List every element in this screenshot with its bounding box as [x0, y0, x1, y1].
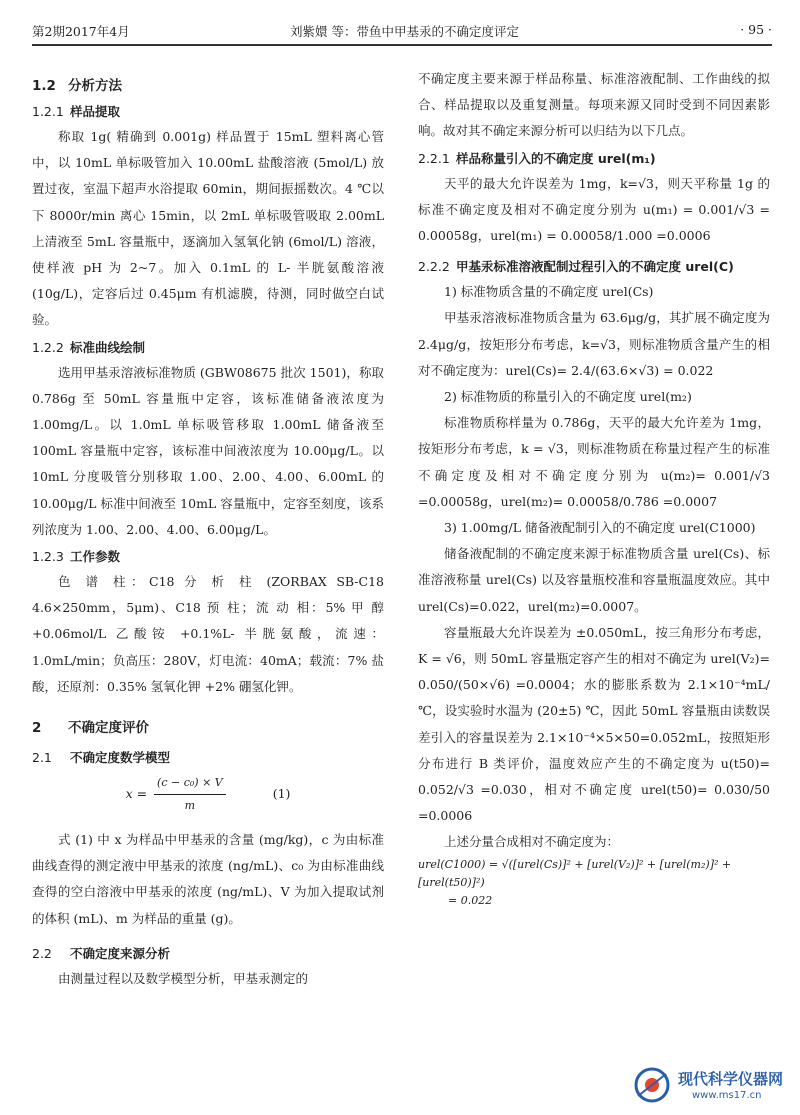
running-title: 刘紫嬛 等：带鱼中甲基汞的不确定度评定	[290, 24, 519, 39]
item-3-text: 储备液配制的不确定度来源于标准物质含量 urel(Cs)、标准溶液称量 urel(Cs) 以及容量瓶校准和容量瓶温度效应。其中 urel(Cs)=0.022，urel(m₂)=0.0007。	[418, 546, 770, 614]
watermark-logo-icon	[632, 1066, 672, 1104]
page-number: · 95 ·	[740, 22, 772, 37]
section-2-heading: 2 不确定度评价	[32, 720, 149, 737]
item-1-heading: 1) 标准物质含量的不确定度 urel(Cs)	[444, 284, 654, 300]
section-2-2-heading: 2.2 不确定度来源分析	[32, 945, 171, 961]
section-2-2-2-heading: 2.2.2 甲基汞标准溶液配制过程引入的不确定度 urel(C)	[418, 259, 734, 275]
equation-1: x = $\frac{\text{(c − c₀) × V}}{m}$ (1)	[32, 772, 384, 817]
section-1-2-2-heading: 1.2.2 标准曲线绘制	[32, 339, 146, 355]
right-column	[418, 66, 770, 910]
source-analysis-continued: 不确定度主要来源于样品称量、标准溶液配制、工作曲线的拟合、样品提取以及重复测量。每项来源又同时受到不同因素影响。故对其不确定来源分析可以归结为以下几点。	[418, 71, 770, 139]
watermark-name: 现代科学仪器网	[678, 1070, 784, 1088]
model-explanation-text: 式 (1) 中 x 为样品中甲基汞的含量 (mg/kg)，c 为由标准曲线查得的测定液中甲基汞的浓度 (ng/mL)、c₀ 为由标准曲线查得的空白溶液中甲基汞的浓度 (ng/mL)、V 为加入提取试剂的体积 (mL)、m 为样品的重量 (g)。	[32, 832, 384, 926]
volumetric-flask-text: 容量瓶最大允许误差为 ±0.050mL，按三角形分布考虑，K = √6，则 50mL 容量瓶定容产生的相对不确定为 urel(V₂)= 0.050/(50×√6) =0.0004；水的膨胀系数为 2.1×10⁻⁴mL/ ℃，设实验时水温为 (20±5) ℃，因此 50mL 容量瓶由读数误差引入的容量误差为 2.1×10⁻⁴×5×50=0.052mL，按照矩形分布进行 B 类评价，温度效应产生的不确定度为 u(t50)= 0.052/√3 =0.030，相对不确定度 urel(t50)= 0.030/50 =0.0006	[418, 624, 770, 824]
standard-curve-text: 选用甲基汞溶液标准物质 (GBW08675 批次 1501)，称取 0.786g 至 50mL 容量瓶中定容，该标准储备液浓度为 1.00mg/L。以 1.0mL 单标吸管移取 1.00mL 储备液至 100mL 容量瓶中定容，该标准中间液浓度为 10.00μg/L。以 10mL 分度吸管分别移取 1.00、2.00、4.00、6.00mL 的 10.00μg/L 标准中间液至 10mL 容量瓶中，定容至刻度，该系列浓度为 1.00、2.00、4.00、6.00μg/L。	[32, 364, 384, 537]
combined-uncertainty-intro: 上述分量合成相对不确定度为：	[444, 834, 620, 850]
issue-label: 第2期2017年4月	[32, 24, 130, 39]
left-column	[32, 66, 384, 992]
source-analysis-text: 由测量过程以及数学模型分析，甲基汞测定的	[58, 970, 309, 986]
weighing-uncertainty-text: 天平的最大允许误差为 1mg，k=√3，则天平称量 1g 的标准不确定度及相对不确定度分别为 u(m₁) = 0.001/√3 = 0.00058g，urel(m₁) = 0.00058/1.000 =0.0006	[418, 175, 770, 244]
section-1-2-1-heading: 1.2.1 样品提取	[32, 104, 121, 119]
equation-combined: urel(C1000) = √([urel(Cs)]² + [urel(V₂)]² + [urel(m₂)]² + [urel(t50)]²) = 0.022	[418, 857, 732, 907]
item-2-heading: 2) 标准物质的称量引入的不确定度 urel(m₂)	[444, 389, 692, 405]
watermark	[628, 1062, 793, 1108]
working-parameters-text: 色 谱 柱：C18 分 析 柱 (ZORBAX SB-C18 4.6×250mm，5μm)、C18 预 柱；流 动 相：5% 甲 醇 +0.06mol/L 乙酸铵 +0.1%L- 半胱氨酸，流速：1.0mL/min；负高压：280V，灯电流：40mA；载流：7% 盐酸，还原剂：0.35% 氢氧化钾 +2% 硼氢化钾。	[32, 574, 384, 694]
item-2-text: 标准物质称样量为 0.786g，天平的最大允许差为 1mg，按矩形分布考虑，k = √3，则标准物质在称量过程产生的标准不确定度及相对不确定度分别为 u(m₂)= 0.001/√3 =0.00058g，urel(m₂)= 0.00058/0.786 =0.0007	[418, 415, 770, 509]
watermark-url: www.ms17.cn	[692, 1090, 762, 1101]
section-1-2-3-heading: 1.2.3 工作参数	[32, 549, 121, 565]
sample-extraction-text: 称取 1g( 精确到 0.001g) 样品置于 15mL 塑料离心管中，以 10mL 单标吸管加入 10.00mL 盐酸溶液 (5mol/L) 放置过夜，室温下超声水浴提取 60min，期间振摇数次。4 ℃以下 8000r/min 离心 15min，以 2mL 单标吸管吸取 2.00mL 上清液至 5mL 容量瓶中，逐滴加入氢氧化钠 (6mol/L) 溶液，使样液 pH 为 2~7。加入 0.1mL 的 L- 半胱氨酸溶液 (10g/L)，定容后过 0.45μm 有机滤膜，待测，同时做空白试验。	[32, 129, 384, 328]
header-rule	[32, 44, 772, 46]
item-1-text: 甲基汞溶液标准物质含量为 63.6μg/g，其扩展不确定度为 2.4μg/g，按矩形分布考虑，k=√3，则标准物质含量产生的相对不确定度为：urel(Cs)= 2.4/(63.6×√3) = 0.022	[418, 310, 770, 378]
section-2-2-1-heading: 2.2.1 样品称量引入的不确定度 urel(m₁)	[418, 150, 656, 166]
page-header	[32, 22, 772, 46]
section-2-1-heading: 2.1 不确定度数学模型	[32, 750, 171, 766]
item-3-heading: 3) 1.00mg/L 储备液配制引入的不确定度 urel(C1000)	[444, 520, 756, 536]
section-1-2-heading: 1.2 分析方法	[32, 78, 122, 94]
